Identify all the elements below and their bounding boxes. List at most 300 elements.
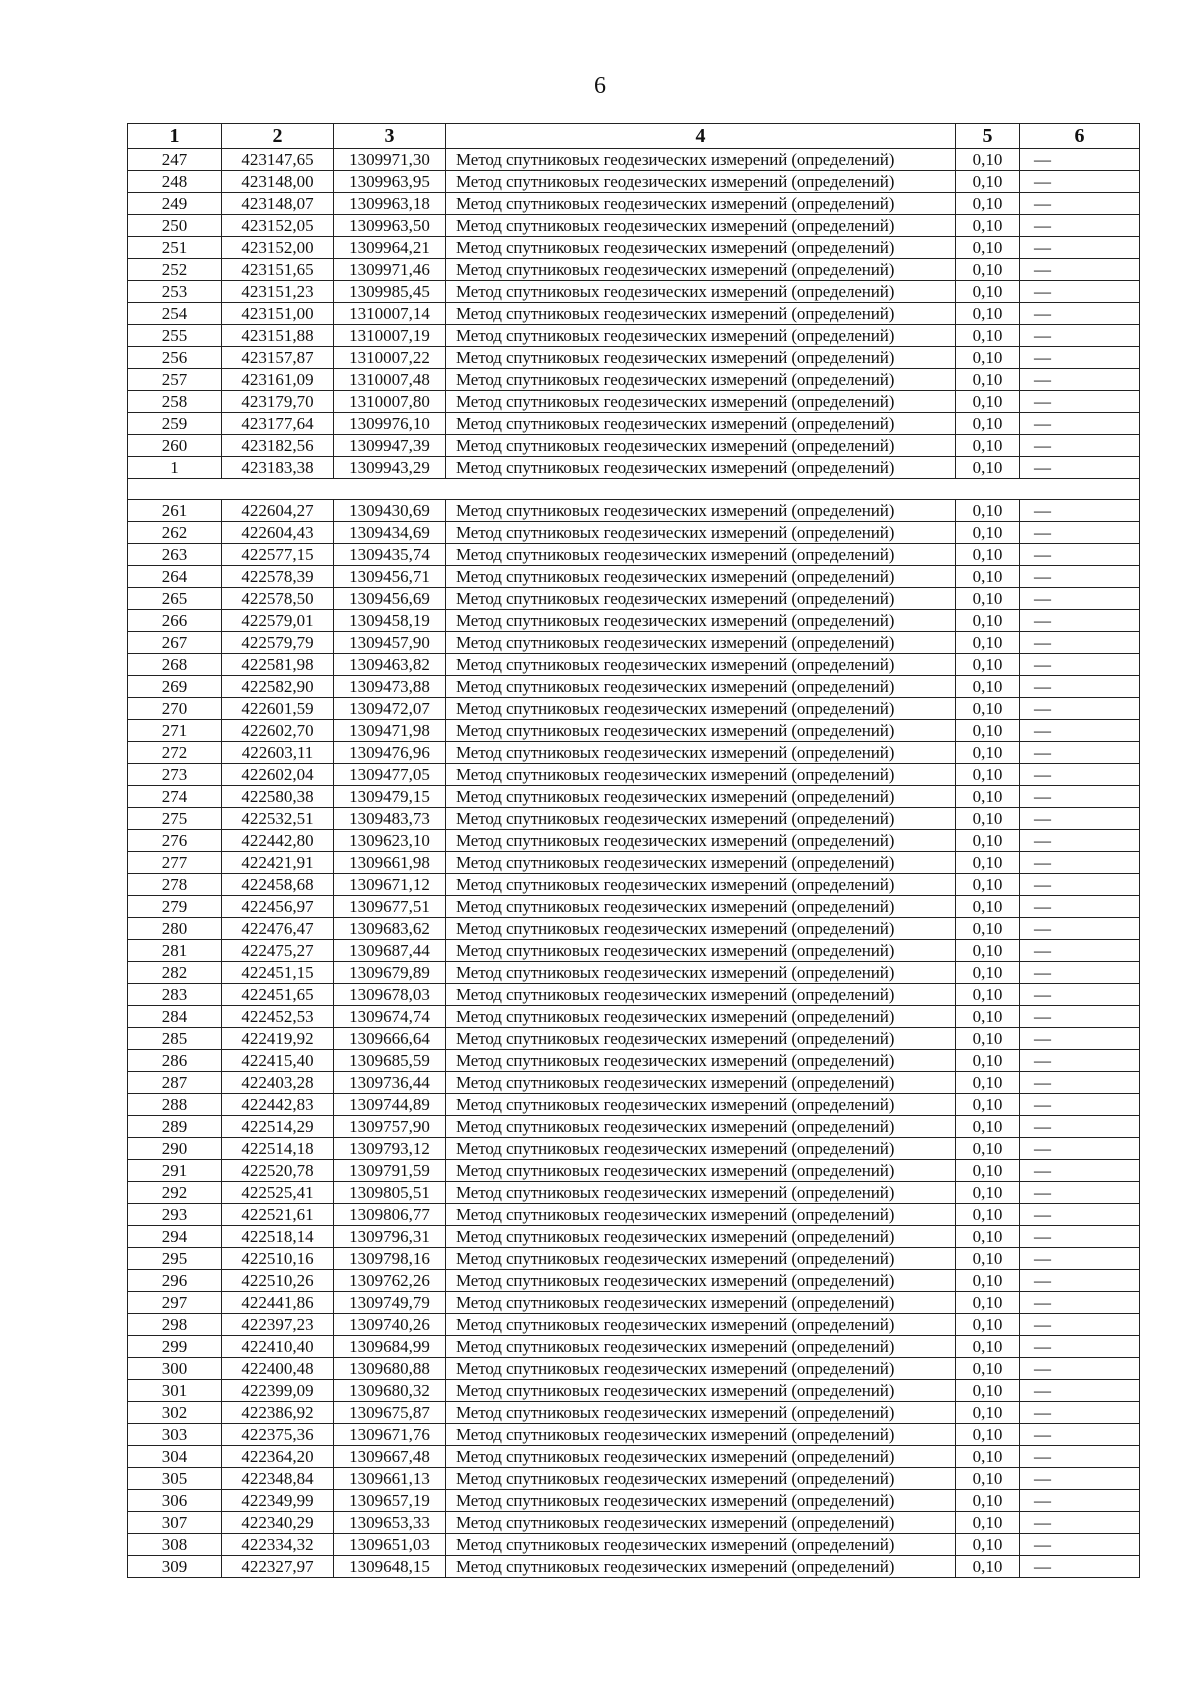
table-header <box>128 124 1140 149</box>
method-text: Метод спутниковых геодезических измерений (определений) <box>446 1402 956 1424</box>
coordinate-x: 422521,61 <box>222 1204 334 1226</box>
table-row <box>128 1226 1140 1248</box>
table-row <box>128 1050 1140 1072</box>
accuracy-value: 0,10 <box>956 391 1020 413</box>
column-6-value: — <box>1020 1556 1140 1578</box>
coordinate-y: 1309971,46 <box>334 259 446 281</box>
point-number: 252 <box>128 259 222 281</box>
table-row <box>128 1138 1140 1160</box>
header-col-6: 6 <box>1020 124 1140 149</box>
column-6-value: — <box>1020 1424 1140 1446</box>
column-6-value: — <box>1020 588 1140 610</box>
accuracy-value: 0,10 <box>956 698 1020 720</box>
table-row <box>128 1204 1140 1226</box>
method-text: Метод спутниковых геодезических измерений (определений) <box>446 325 956 347</box>
point-number: 267 <box>128 632 222 654</box>
header-row <box>128 124 1140 149</box>
method-text: Метод спутниковых геодезических измерений (определений) <box>446 940 956 962</box>
column-6-value: — <box>1020 918 1140 940</box>
table-row <box>128 1094 1140 1116</box>
column-6-value: — <box>1020 720 1140 742</box>
coordinate-y: 1310007,80 <box>334 391 446 413</box>
method-text: Метод спутниковых геодезических измерений (определений) <box>446 566 956 588</box>
table-row <box>128 522 1140 544</box>
method-text: Метод спутниковых геодезических измерений (определений) <box>446 1490 956 1512</box>
point-number: 283 <box>128 984 222 1006</box>
method-text: Метод спутниковых геодезических измерений (определений) <box>446 149 956 171</box>
column-6-value: — <box>1020 566 1140 588</box>
table-row <box>128 457 1140 479</box>
method-text: Метод спутниковых геодезических измерений (определений) <box>446 347 956 369</box>
accuracy-value: 0,10 <box>956 1490 1020 1512</box>
point-number: 291 <box>128 1160 222 1182</box>
point-number: 285 <box>128 1028 222 1050</box>
point-number: 262 <box>128 522 222 544</box>
coordinate-x: 422421,91 <box>222 852 334 874</box>
column-6-value: — <box>1020 830 1140 852</box>
point-number: 279 <box>128 896 222 918</box>
point-number: 260 <box>128 435 222 457</box>
method-text: Метод спутниковых геодезических измерений (определений) <box>446 720 956 742</box>
accuracy-value: 0,10 <box>956 544 1020 566</box>
point-number: 301 <box>128 1380 222 1402</box>
accuracy-value: 0,10 <box>956 457 1020 479</box>
coordinate-x: 422458,68 <box>222 874 334 896</box>
table-row <box>128 830 1140 852</box>
accuracy-value: 0,10 <box>956 500 1020 522</box>
method-text: Метод спутниковых геодезических измерений (определений) <box>446 237 956 259</box>
method-text: Метод спутниковых геодезических измерений (определений) <box>446 698 956 720</box>
table-row <box>128 852 1140 874</box>
accuracy-value: 0,10 <box>956 522 1020 544</box>
method-text: Метод спутниковых геодезических измерений (определений) <box>446 1534 956 1556</box>
coordinate-y: 1309943,29 <box>334 457 446 479</box>
accuracy-value: 0,10 <box>956 1138 1020 1160</box>
point-number: 286 <box>128 1050 222 1072</box>
accuracy-value: 0,10 <box>956 1204 1020 1226</box>
table-row <box>128 1512 1140 1534</box>
point-number: 289 <box>128 1116 222 1138</box>
point-number: 304 <box>128 1446 222 1468</box>
table-row <box>128 764 1140 786</box>
table-row <box>128 1072 1140 1094</box>
coordinate-y: 1309671,76 <box>334 1424 446 1446</box>
column-6-value: — <box>1020 676 1140 698</box>
table-row <box>128 808 1140 830</box>
coordinate-x: 422518,14 <box>222 1226 334 1248</box>
coordinate-x: 423147,65 <box>222 149 334 171</box>
coordinate-y: 1309684,99 <box>334 1336 446 1358</box>
coordinate-y: 1309456,71 <box>334 566 446 588</box>
coordinate-y: 1309653,33 <box>334 1512 446 1534</box>
column-6-value: — <box>1020 303 1140 325</box>
accuracy-value: 0,10 <box>956 325 1020 347</box>
method-text: Метод спутниковых геодезических измерений (определений) <box>446 1512 956 1534</box>
coordinate-y: 1309683,62 <box>334 918 446 940</box>
coordinate-y: 1309796,31 <box>334 1226 446 1248</box>
coordinate-x: 422601,59 <box>222 698 334 720</box>
column-6-value: — <box>1020 632 1140 654</box>
column-6-value: — <box>1020 237 1140 259</box>
coordinate-x: 422334,32 <box>222 1534 334 1556</box>
coordinate-y: 1309798,16 <box>334 1248 446 1270</box>
column-6-value: — <box>1020 808 1140 830</box>
contour-separator-row <box>128 479 1140 500</box>
coordinate-x: 422375,36 <box>222 1424 334 1446</box>
column-6-value: — <box>1020 281 1140 303</box>
table-row <box>128 1028 1140 1050</box>
coordinate-y: 1309458,19 <box>334 610 446 632</box>
accuracy-value: 0,10 <box>956 413 1020 435</box>
coordinate-y: 1309666,64 <box>334 1028 446 1050</box>
method-text: Метод спутниковых геодезических измерений (определений) <box>446 610 956 632</box>
point-number: 263 <box>128 544 222 566</box>
coordinate-y: 1310007,22 <box>334 347 446 369</box>
method-text: Метод спутниковых геодезических измерений (определений) <box>446 259 956 281</box>
method-text: Метод спутниковых геодезических измерений (определений) <box>446 457 956 479</box>
column-6-value: — <box>1020 962 1140 984</box>
point-number: 281 <box>128 940 222 962</box>
coordinate-x: 423179,70 <box>222 391 334 413</box>
table-row <box>128 1182 1140 1204</box>
table-row <box>128 1468 1140 1490</box>
coordinate-y: 1309680,88 <box>334 1358 446 1380</box>
coordinate-x: 422514,29 <box>222 1116 334 1138</box>
accuracy-value: 0,10 <box>956 830 1020 852</box>
coordinate-y: 1309964,21 <box>334 237 446 259</box>
table-row <box>128 1336 1140 1358</box>
method-text: Метод спутниковых геодезических измерений (определений) <box>446 852 956 874</box>
point-number: 270 <box>128 698 222 720</box>
coordinate-x: 422580,38 <box>222 786 334 808</box>
column-6-value: — <box>1020 1050 1140 1072</box>
accuracy-value: 0,10 <box>956 1116 1020 1138</box>
column-6-value: — <box>1020 1336 1140 1358</box>
method-text: Метод спутниковых геодезических измерений (определений) <box>446 544 956 566</box>
accuracy-value: 0,10 <box>956 742 1020 764</box>
coordinate-y: 1309476,96 <box>334 742 446 764</box>
method-text: Метод спутниковых геодезических измерений (определений) <box>446 1314 956 1336</box>
method-text: Метод спутниковых геодезических измерений (определений) <box>446 1270 956 1292</box>
column-6-value: — <box>1020 940 1140 962</box>
method-text: Метод спутниковых геодезических измерений (определений) <box>446 676 956 698</box>
table-row <box>128 1446 1140 1468</box>
table-row <box>128 171 1140 193</box>
coordinate-y: 1309744,89 <box>334 1094 446 1116</box>
point-number: 277 <box>128 852 222 874</box>
method-text: Метод спутниковых геодезических измерений (определений) <box>446 215 956 237</box>
coordinate-x: 423152,00 <box>222 237 334 259</box>
coordinate-x: 422603,11 <box>222 742 334 764</box>
point-number: 284 <box>128 1006 222 1028</box>
table-body <box>128 149 1140 1578</box>
column-6-value: — <box>1020 1512 1140 1534</box>
table-row <box>128 391 1140 413</box>
column-6-value: — <box>1020 1270 1140 1292</box>
point-number: 251 <box>128 237 222 259</box>
accuracy-value: 0,10 <box>956 215 1020 237</box>
method-text: Метод спутниковых геодезических измерений (определений) <box>446 808 956 830</box>
table-row <box>128 918 1140 940</box>
table-row <box>128 193 1140 215</box>
header-col-4: 4 <box>446 124 956 149</box>
coordinate-x: 422410,40 <box>222 1336 334 1358</box>
column-6-value: — <box>1020 698 1140 720</box>
method-text: Метод спутниковых геодезических измерений (определений) <box>446 1248 956 1270</box>
column-6-value: — <box>1020 149 1140 171</box>
point-number: 1 <box>128 457 222 479</box>
point-number: 299 <box>128 1336 222 1358</box>
table-row <box>128 874 1140 896</box>
accuracy-value: 0,10 <box>956 984 1020 1006</box>
coordinate-x: 423161,09 <box>222 369 334 391</box>
column-6-value: — <box>1020 1314 1140 1336</box>
accuracy-value: 0,10 <box>956 1050 1020 1072</box>
coordinate-x: 422520,78 <box>222 1160 334 1182</box>
coordinate-y: 1309483,73 <box>334 808 446 830</box>
point-number: 271 <box>128 720 222 742</box>
accuracy-value: 0,10 <box>956 962 1020 984</box>
coordinate-x: 423148,07 <box>222 193 334 215</box>
table-row <box>128 1160 1140 1182</box>
accuracy-value: 0,10 <box>956 1512 1020 1534</box>
coordinate-y: 1309675,87 <box>334 1402 446 1424</box>
coordinate-x: 422579,79 <box>222 632 334 654</box>
table-row <box>128 281 1140 303</box>
table-row <box>128 500 1140 522</box>
coordinate-x: 423157,87 <box>222 347 334 369</box>
column-6-value: — <box>1020 1204 1140 1226</box>
table-row <box>128 676 1140 698</box>
coordinate-x: 422442,80 <box>222 830 334 852</box>
method-text: Метод спутниковых геодезических измерений (определений) <box>446 1160 956 1182</box>
column-6-value: — <box>1020 1072 1140 1094</box>
accuracy-value: 0,10 <box>956 764 1020 786</box>
coordinate-x: 422442,83 <box>222 1094 334 1116</box>
table-row <box>128 435 1140 457</box>
coordinate-x: 422578,50 <box>222 588 334 610</box>
table-row <box>128 610 1140 632</box>
point-number: 247 <box>128 149 222 171</box>
point-number: 255 <box>128 325 222 347</box>
column-6-value: — <box>1020 1380 1140 1402</box>
coordinate-y: 1309793,12 <box>334 1138 446 1160</box>
column-6-value: — <box>1020 1248 1140 1270</box>
coordinate-y: 1309677,51 <box>334 896 446 918</box>
point-number: 298 <box>128 1314 222 1336</box>
table-row <box>128 1358 1140 1380</box>
table-row <box>128 1380 1140 1402</box>
coordinate-y: 1309963,50 <box>334 215 446 237</box>
table-row <box>128 325 1140 347</box>
column-6-value: — <box>1020 413 1140 435</box>
accuracy-value: 0,10 <box>956 1336 1020 1358</box>
table-row <box>128 1270 1140 1292</box>
point-number: 254 <box>128 303 222 325</box>
coordinate-y: 1309947,39 <box>334 435 446 457</box>
accuracy-value: 0,10 <box>956 566 1020 588</box>
coordinate-x: 422441,86 <box>222 1292 334 1314</box>
table-row <box>128 259 1140 281</box>
table-row <box>128 347 1140 369</box>
table-row <box>128 215 1140 237</box>
coordinate-y: 1309806,77 <box>334 1204 446 1226</box>
accuracy-value: 0,10 <box>956 193 1020 215</box>
accuracy-value: 0,10 <box>956 1534 1020 1556</box>
accuracy-value: 0,10 <box>956 435 1020 457</box>
column-6-value: — <box>1020 1490 1140 1512</box>
column-6-value: — <box>1020 610 1140 632</box>
coordinate-y: 1309430,69 <box>334 500 446 522</box>
table-row <box>128 1248 1140 1270</box>
column-6-value: — <box>1020 1468 1140 1490</box>
point-number: 303 <box>128 1424 222 1446</box>
coordinate-y: 1309661,98 <box>334 852 446 874</box>
accuracy-value: 0,10 <box>956 940 1020 962</box>
coordinate-y: 1309471,98 <box>334 720 446 742</box>
coordinate-x: 422340,29 <box>222 1512 334 1534</box>
method-text: Метод спутниковых геодезических измерений (определений) <box>446 1556 956 1578</box>
table-row <box>128 1424 1140 1446</box>
table-row <box>128 544 1140 566</box>
column-6-value: — <box>1020 259 1140 281</box>
point-number: 248 <box>128 171 222 193</box>
accuracy-value: 0,10 <box>956 610 1020 632</box>
point-number: 249 <box>128 193 222 215</box>
accuracy-value: 0,10 <box>956 676 1020 698</box>
method-text: Метод спутниковых геодезических измерений (определений) <box>446 742 956 764</box>
header-col-5: 5 <box>956 124 1020 149</box>
point-number: 264 <box>128 566 222 588</box>
coordinate-x: 422399,09 <box>222 1380 334 1402</box>
accuracy-value: 0,10 <box>956 1006 1020 1028</box>
method-text: Метод спутниковых геодезических измерений (определений) <box>446 764 956 786</box>
accuracy-value: 0,10 <box>956 1446 1020 1468</box>
coordinate-y: 1309963,95 <box>334 171 446 193</box>
accuracy-value: 0,10 <box>956 1556 1020 1578</box>
coordinate-x: 423177,64 <box>222 413 334 435</box>
column-6-value: — <box>1020 984 1140 1006</box>
point-number: 272 <box>128 742 222 764</box>
coordinate-y: 1309963,18 <box>334 193 446 215</box>
accuracy-value: 0,10 <box>956 1424 1020 1446</box>
method-text: Метод спутниковых геодезических измерений (определений) <box>446 654 956 676</box>
coordinate-y: 1309679,89 <box>334 962 446 984</box>
method-text: Метод спутниковых геодезических измерений (определений) <box>446 303 956 325</box>
accuracy-value: 0,10 <box>956 237 1020 259</box>
coordinate-x: 422510,16 <box>222 1248 334 1270</box>
method-text: Метод спутниковых геодезических измерений (определений) <box>446 1380 956 1402</box>
method-text: Метод спутниковых геодезических измерений (определений) <box>446 1094 956 1116</box>
point-number: 306 <box>128 1490 222 1512</box>
accuracy-value: 0,10 <box>956 259 1020 281</box>
coordinate-x: 423151,00 <box>222 303 334 325</box>
method-text: Метод спутниковых геодезических измерений (определений) <box>446 435 956 457</box>
column-6-value: — <box>1020 1534 1140 1556</box>
column-6-value: — <box>1020 347 1140 369</box>
coordinate-y: 1309674,74 <box>334 1006 446 1028</box>
point-number: 268 <box>128 654 222 676</box>
point-number: 266 <box>128 610 222 632</box>
method-text: Метод спутниковых геодезических измерений (определений) <box>446 193 956 215</box>
coordinate-x: 422581,98 <box>222 654 334 676</box>
table-row <box>128 1006 1140 1028</box>
column-6-value: — <box>1020 193 1140 215</box>
point-number: 256 <box>128 347 222 369</box>
accuracy-value: 0,10 <box>956 347 1020 369</box>
table-row <box>128 1116 1140 1138</box>
coordinate-y: 1309477,05 <box>334 764 446 786</box>
coordinate-y: 1309434,69 <box>334 522 446 544</box>
point-number: 297 <box>128 1292 222 1314</box>
table-row <box>128 303 1140 325</box>
table-row <box>128 632 1140 654</box>
point-number: 309 <box>128 1556 222 1578</box>
point-number: 300 <box>128 1358 222 1380</box>
coordinate-y: 1309651,03 <box>334 1534 446 1556</box>
accuracy-value: 0,10 <box>956 786 1020 808</box>
method-text: Метод спутниковых геодезических измерений (определений) <box>446 369 956 391</box>
coordinate-x: 422604,43 <box>222 522 334 544</box>
accuracy-value: 0,10 <box>956 1094 1020 1116</box>
method-text: Метод спутниковых геодезических измерений (определений) <box>446 1424 956 1446</box>
table-row <box>128 742 1140 764</box>
point-number: 265 <box>128 588 222 610</box>
coordinate-x: 422525,41 <box>222 1182 334 1204</box>
coordinate-y: 1309757,90 <box>334 1116 446 1138</box>
coordinate-y: 1309648,15 <box>334 1556 446 1578</box>
method-text: Метод спутниковых геодезических измерений (определений) <box>446 1204 956 1226</box>
table-row <box>128 566 1140 588</box>
table-row <box>128 984 1140 1006</box>
coordinate-y: 1309473,88 <box>334 676 446 698</box>
accuracy-value: 0,10 <box>956 1248 1020 1270</box>
method-text: Метод спутниковых геодезических измерений (определений) <box>446 1006 956 1028</box>
column-6-value: — <box>1020 1226 1140 1248</box>
coordinate-x: 422476,47 <box>222 918 334 940</box>
coordinate-x: 422602,04 <box>222 764 334 786</box>
point-number: 250 <box>128 215 222 237</box>
coordinate-x: 423152,05 <box>222 215 334 237</box>
coordinate-x: 422327,97 <box>222 1556 334 1578</box>
coordinate-y: 1309791,59 <box>334 1160 446 1182</box>
column-6-value: — <box>1020 1160 1140 1182</box>
table-row <box>128 413 1140 435</box>
column-6-value: — <box>1020 742 1140 764</box>
coordinate-x: 422579,01 <box>222 610 334 632</box>
method-text: Метод спутниковых геодезических измерений (определений) <box>446 1116 956 1138</box>
point-number: 292 <box>128 1182 222 1204</box>
separator-cell <box>128 479 1140 500</box>
coordinate-x: 422604,27 <box>222 500 334 522</box>
coordinate-y: 1309736,44 <box>334 1072 446 1094</box>
coordinate-y: 1309479,15 <box>334 786 446 808</box>
coordinate-x: 422456,97 <box>222 896 334 918</box>
coordinate-x: 423182,56 <box>222 435 334 457</box>
coordinate-x: 422403,28 <box>222 1072 334 1094</box>
accuracy-value: 0,10 <box>956 808 1020 830</box>
point-number: 275 <box>128 808 222 830</box>
column-6-value: — <box>1020 1138 1140 1160</box>
column-6-value: — <box>1020 1028 1140 1050</box>
accuracy-value: 0,10 <box>956 369 1020 391</box>
column-6-value: — <box>1020 1116 1140 1138</box>
coordinate-y: 1309976,10 <box>334 413 446 435</box>
column-6-value: — <box>1020 457 1140 479</box>
accuracy-value: 0,10 <box>956 1182 1020 1204</box>
coordinate-y: 1309457,90 <box>334 632 446 654</box>
coordinate-y: 1309667,48 <box>334 1446 446 1468</box>
